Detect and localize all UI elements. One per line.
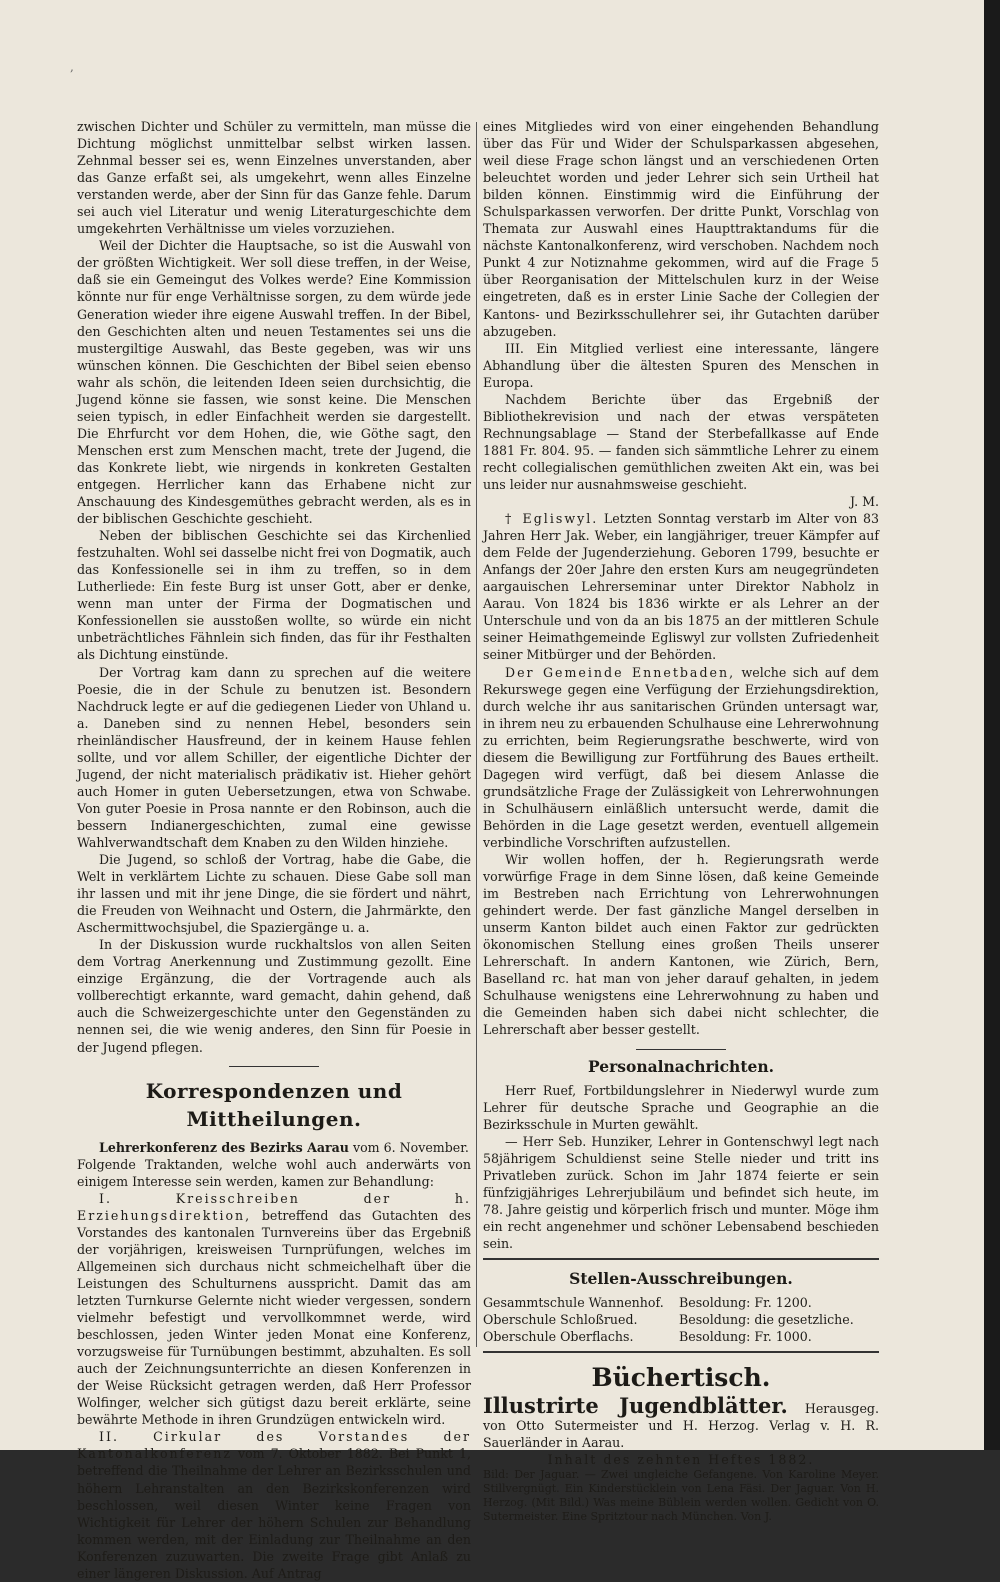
personal-item: Herr Ruef, Fortbildungslehrer in Niederwyl wurde zum Lehrer für deutsche Sprache und Geographie an die Bezirksschule in Murten gewählt. [483, 1082, 879, 1132]
column-divider [476, 122, 477, 1347]
paragraph: Folgende Traktanden, welche wohl auch anderwärts von einigem Interesse sein werden, kamen zur Behandlung: [77, 1156, 471, 1189]
agenda-item-label: I. Kreisschreiben der h. Erziehungsdirektion, [77, 1190, 471, 1223]
place-name: Der Gemeinde Ennetbaden, [505, 664, 736, 680]
divider [636, 1049, 726, 1050]
section-heading-korrespondenzen: Korrespondenzen und Mittheilungen. [145, 1078, 403, 1131]
paragraph: Der Vortrag kam dann zu sprechen auf die weitere Poesie, die in der Schule zu benutzen ist. Besondern Nachdruck legte er auf die gediegenen Lieder von Uhland u. a. Daneben sind zu nennen Hebel, besonders sein rheinländischer Hausfreund, der in keinem Hause fehlen sollte, und vor allem Schiller, der eigentliche Dichter der Jugend, der nicht materialisch prädikativ ist. Hieher gehört auch Homer in guten Uebersetzungen, etwa von Schwabe. Von guter Poesie in Prosa nannte er den Robinson, auch die bessern Indianergeschichten, zumal eine gewisse Wahlverwandtschaft dem Knaben zu den Wilden hinziehe. [77, 664, 471, 850]
paragraph: III. Ein Mitglied verliest eine interessante, längere Abhandlung über die ältesten Spuren des Menschen in Europa. [483, 340, 879, 390]
signature: J. M. [850, 494, 879, 510]
page-mark: , [70, 60, 74, 74]
job-pay: Besoldung: die gesetzliche. [679, 1312, 854, 1328]
agenda-item-2 [77, 1428, 471, 1581]
conference-title: Lehrerkonferenz des Bezirks Aarau [99, 1139, 349, 1155]
scan-edge [984, 0, 1000, 1450]
paragraph: eines Mitgliedes wird von einer eingehenden Behandlung über das Für und Wider der Schulsparkassen abgesehen, weil diese Frage schon längst und an verschiedenen Orten beleuchtet worden und jeder Lehrer sich sein Urtheil hat bilden können. Einstimmig wird die Einführung der Schulsparkassen verworfen. Der dritte Punkt, Vorschlag von Themata zur Auswahl eines Haupttraktandums für die nächste Kantonalkonferenz, wird verschoben. Nachdem noch Punkt 4 zur Notiznahme gekommen, wird auf die Frage 5 über Reorganisation der Mittelschulen kurz in der Weise eingetreten, daß es in erster Linie Sache der Collegien der Kantons- und Bezirksschullehrer sei, ihr Gutachten darüber abzugeben. [483, 119, 879, 339]
job-ad [483, 1294, 879, 1311]
news-paragraph [483, 664, 879, 852]
left-column [77, 118, 471, 1582]
paragraph: Die Jugend, so schloß der Vortrag, habe die Gabe, die Welt in verklärtem Lichte zu schauen. Diese Gabe soll man ihr lassen und mit ihr jene Dinge, die sie fördert und nährt, die Freuden von Weihnacht und Ostern, die Jahrmärkte, den Aschermittwochsjubel, die Spaziergänge u. a. [77, 852, 471, 936]
job-ad [483, 1311, 879, 1328]
job-ad [483, 1328, 879, 1345]
agenda-item-label: II. Cirkular des Vorstandes der Kantonalkonferenz [77, 1429, 471, 1462]
paragraph: Weil der Dichter die Hauptsache, so ist die Auswahl von der größten Wichtigkeit. Wer soll diese treffen, in der Weise, daß sie ein Gemeingut des Volkes werde? Eine Kommission könnte nur für enge Verhältnisse sorgen, zu dem würde jede Generation wieder ihre eigene Auswahl treffen. In der Bibel, den Geschichten alten und neuen Testamentes sei uns die mustergiltige Auswahl, das Beste gegeben, was wir uns wünschen können. Die Geschichten der Bibel seien ebenso wahr als schön, die leitenden Ideen seien durchsichtig, die Jugend könne sie fassen, wie sonst keine. Die Menschen seien typisch, in edler Einfachheit werden sie dargestellt. Die Ehrfurcht vor dem Hohen, die, wie Göthe sagt, den Menschen erst zum Menschen macht, trete der Jugend, die das Konkrete liebt, wie nirgends in konkreten Gestalten entgegen. Herrlicher kann das Erhabene nicht zur Anschauung des Kindesgemüthes gebracht werden, als es in der biblischen Geschichte geschieht. [77, 238, 471, 527]
news-text: welche sich auf dem Rekurswege gegen eine Verfügung der Erziehungsdirektion, durch welche ihr aus sanitarischen Gründen untersagt war, in ihrem neu zu erbauenden Schulhause eine Lehrerwohnung zu errichten, beim Regierungsrathe beschwerte, wird von diesem die Bewilligung zur Fortführung des Baues ertheilt. Dagegen wird verfügt, daß bei diesem Anlasse die grundsätzliche Frage der Zulässigkeit von Lehrerwohnungen in Schulhäusern einläßlich untersucht werde, damit die Behörden in die Lage gesetzt werden, eventuell allgemein verbindliche Vorschriften aufzustellen. [483, 664, 879, 850]
paragraph: Nachdem Berichte über das Ergebniß der Bibliothekrevision und nach der etwas verspäteten Rechnungsablage — Stand der Sterbefallkasse auf Ende 1881 Fr. 804. 95. — fanden sich sämmtliche Lehrer zu einem recht collegialischen gemüthlichen zweiten Akt ein, was bei uns leider nur ausnahmsweise geschieht. [483, 391, 879, 492]
paragraph: In der Diskussion wurde ruckhaltslos von allen Seiten dem Vortrag Anerkennung und Zustimmung gezollt. Eine einzige Ergänzung, die der Vortragende auch als vollberechtigt erkannte, ward gemacht, dahin gehend, daß auch die Schweizergeschichte unter den Gegenständen zu nennen sei, die wie wenig anderes, den Sinn für Poesie in der Jugend pflegen. [77, 937, 471, 1055]
place-name: † Egliswyl. [505, 511, 599, 527]
paragraph: zwischen Dichter und Schüler zu vermitteln, man müsse die Dichtung möglichst unmittelbar selbst wirken lassen. Zehnmal besser sei es, wenn Einzelnes unverstanden, aber das Ganze erfaßt sei, als umgekehrt, wenn alles Einzelne verstanden werde, aber der Sinn für das Ganze fehle. Darum sei auch viel Literatur und wenig Literaturgeschichte dem umgekehrten Verhältnisse um vieles vorzuziehen. [77, 119, 471, 237]
divider [483, 1258, 879, 1260]
section-heading-stellen: Stellen-Ausschreibungen. [569, 1269, 793, 1288]
agenda-item-text: betreffend das Gutachten des Vorstandes des kantonalen Turnvereins über das Ergebniß der vorjährigen, kreisweisen Turnprüfungen, welches im Allgemeinen sich durchaus nicht schmeichelhaft über die Leistungen des Schulturnens ausspricht. Damit das am letzten Turnkurse Gelernte nicht wieder vergessen, sondern vielmehr befestigt und vervollkommnet werde, wird beschlossen, jeden Winter jeden Monat eine Konferenz, vorzugsweise für Turnübungen bestimmt, abzuhalten. Es soll auch der Zeichnungsunterrichte an diesen Konferenzen in der Weise Rücksicht getragen werden, daß Herr Professor Wolfinger, welcher sich gütigst dazu bereit erklärte, seine bewährte Methode in ihren Grundzügen entwickeln wird. [77, 1207, 471, 1428]
conference-paragraph [77, 1139, 471, 1156]
book-entry [483, 1393, 879, 1451]
conference-date: vom 6. November. [348, 1139, 469, 1155]
agenda-item-text: vom 7. Oktober 1882. Bei Punkt 1, betreffend die Theilnahme der Lehrer an Bezirksschulen und höhern Lehranstalten an den Bezirkskonferenzen wird beschlossen, weil diesen Winter keine Fragen von Wichtigkeit für Lehrer der höhern Schulen zur Behandlung kommen werden, mit der Einladung zur Theilnahme an den Konferenzen zuzuwarten. Die zweite Frage gibt Anlaß zu einer längeren Diskussion. Auf Antrag [77, 1446, 471, 1581]
obituary-text: Letzten Sonntag verstarb im Alter von 83 Jahren Herr Jak. Weber, ein langjähriger, treuer Kämpfer auf dem Felde der Jugenderziehung. Geboren 1799, besuchte er Anfangs der 20er Jahre den ersten Kurs am neugegründeten aargauischen Lehrerseminar unter Direktor Nabholz in Aarau. Von 1824 bis 1836 wirkte er als Lehrer an der Unterschule und von da an bis 1875 an der mittleren Schule seiner Heimathgemeinde Egliswyl zur vollsten Zufriedenheit seiner Mitbürger und der Behörden. [483, 511, 879, 663]
job-pay: Besoldung: Fr. 1200. [679, 1295, 812, 1310]
section-heading-buechertisch: Büchertisch. [591, 1363, 771, 1393]
divider [229, 1066, 319, 1067]
personal-item: — Herr Seb. Hunziker, Lehrer in Gontenschwyl legt nach 58jährigem Schuldienst seine Stelle nieder und tritt ins Privatleben zurück. Schon im Jahr 1874 feierte er sein fünfzigjähriges Lehrerjubiläum und befindet sich heute, im 78. Jahre geistig und körperlich frisch und munter. Möge ihm ein recht angenehmer und schöner Lebensabend beschieden sein. [483, 1133, 879, 1251]
obituary-paragraph [483, 510, 879, 663]
paragraph: Neben der biblischen Geschichte sei das Kirchenlied festzuhalten. Wohl sei dasselbe nicht frei von Dogmatik, auch das Konfessionelle sei in ihm zu treffen, so in dem Lutherliede: Ein feste Burg ist unser Gott, aber er denke, wenn man unter der Firma der Dogmatischen und Konfessionellen sie ausstoßen wollte, so würde ein nicht unbeträchtliches Fähnlein sich finden, das für ihr Festhalten als Dichtung einstünde. [77, 528, 471, 663]
agenda-item-1 [77, 1190, 471, 1429]
job-place: Oberschule Oberflachs. [483, 1329, 634, 1345]
book-contents: Bild: Der Jaguar. — Zwei ungleiche Gefangene. Von Karoline Meyer. Stillvergnügt. Ein Kinderstücklein von Lena Fäsi. Der Jaguar. Von H. Herzog. (Mit Bild.) Was meine Büblein werden wollen. Gedicht von O. Sutermeister. Eine Spritztour nach München. Von J. [483, 1468, 879, 1524]
paragraph: Wir wollen hoffen, der h. Regierungsrath werde vorwürfige Frage in dem Sinne lösen, daß keine Gemeinde im Bestreben nach Errichtung von Lehrerwohnungen gehindert werde. Der fast gänzliche Mangel derselben in unserm Kanton bildet auch einen Faktor zur gedrückten ökonomischen Stellung eines großen Theils unserer Lehrerschaft. In andern Kantonen, wie Zürich, Bern, Baselland rc. hat man von jeher darauf gehalten, in jedem Schulhause wenigstens eine Lehrerwohnung zu haben und die Gemeinden haben sich dabei nicht schlechter, die Lehrerschaft aber besser gestellt. [483, 852, 879, 1038]
job-place: Oberschule Schloßrued. [483, 1312, 638, 1328]
book-publisher: Herausgeg. von Otto Sutermeister und H. Herzog. Verlag v. H. R. Sauerländer in Aarau. [483, 1401, 879, 1451]
book-contents-heading: Inhalt des zehnten Heftes 1882. [547, 1452, 815, 1468]
job-place: Gesammtschule Wannenhof. [483, 1295, 664, 1310]
right-column [483, 118, 879, 1524]
book-title: Illustrirte Jugendblätter. [483, 1393, 788, 1419]
divider [483, 1351, 879, 1353]
job-pay: Besoldung: Fr. 1000. [679, 1329, 812, 1345]
section-heading-personal: Personalnachrichten. [588, 1056, 774, 1076]
